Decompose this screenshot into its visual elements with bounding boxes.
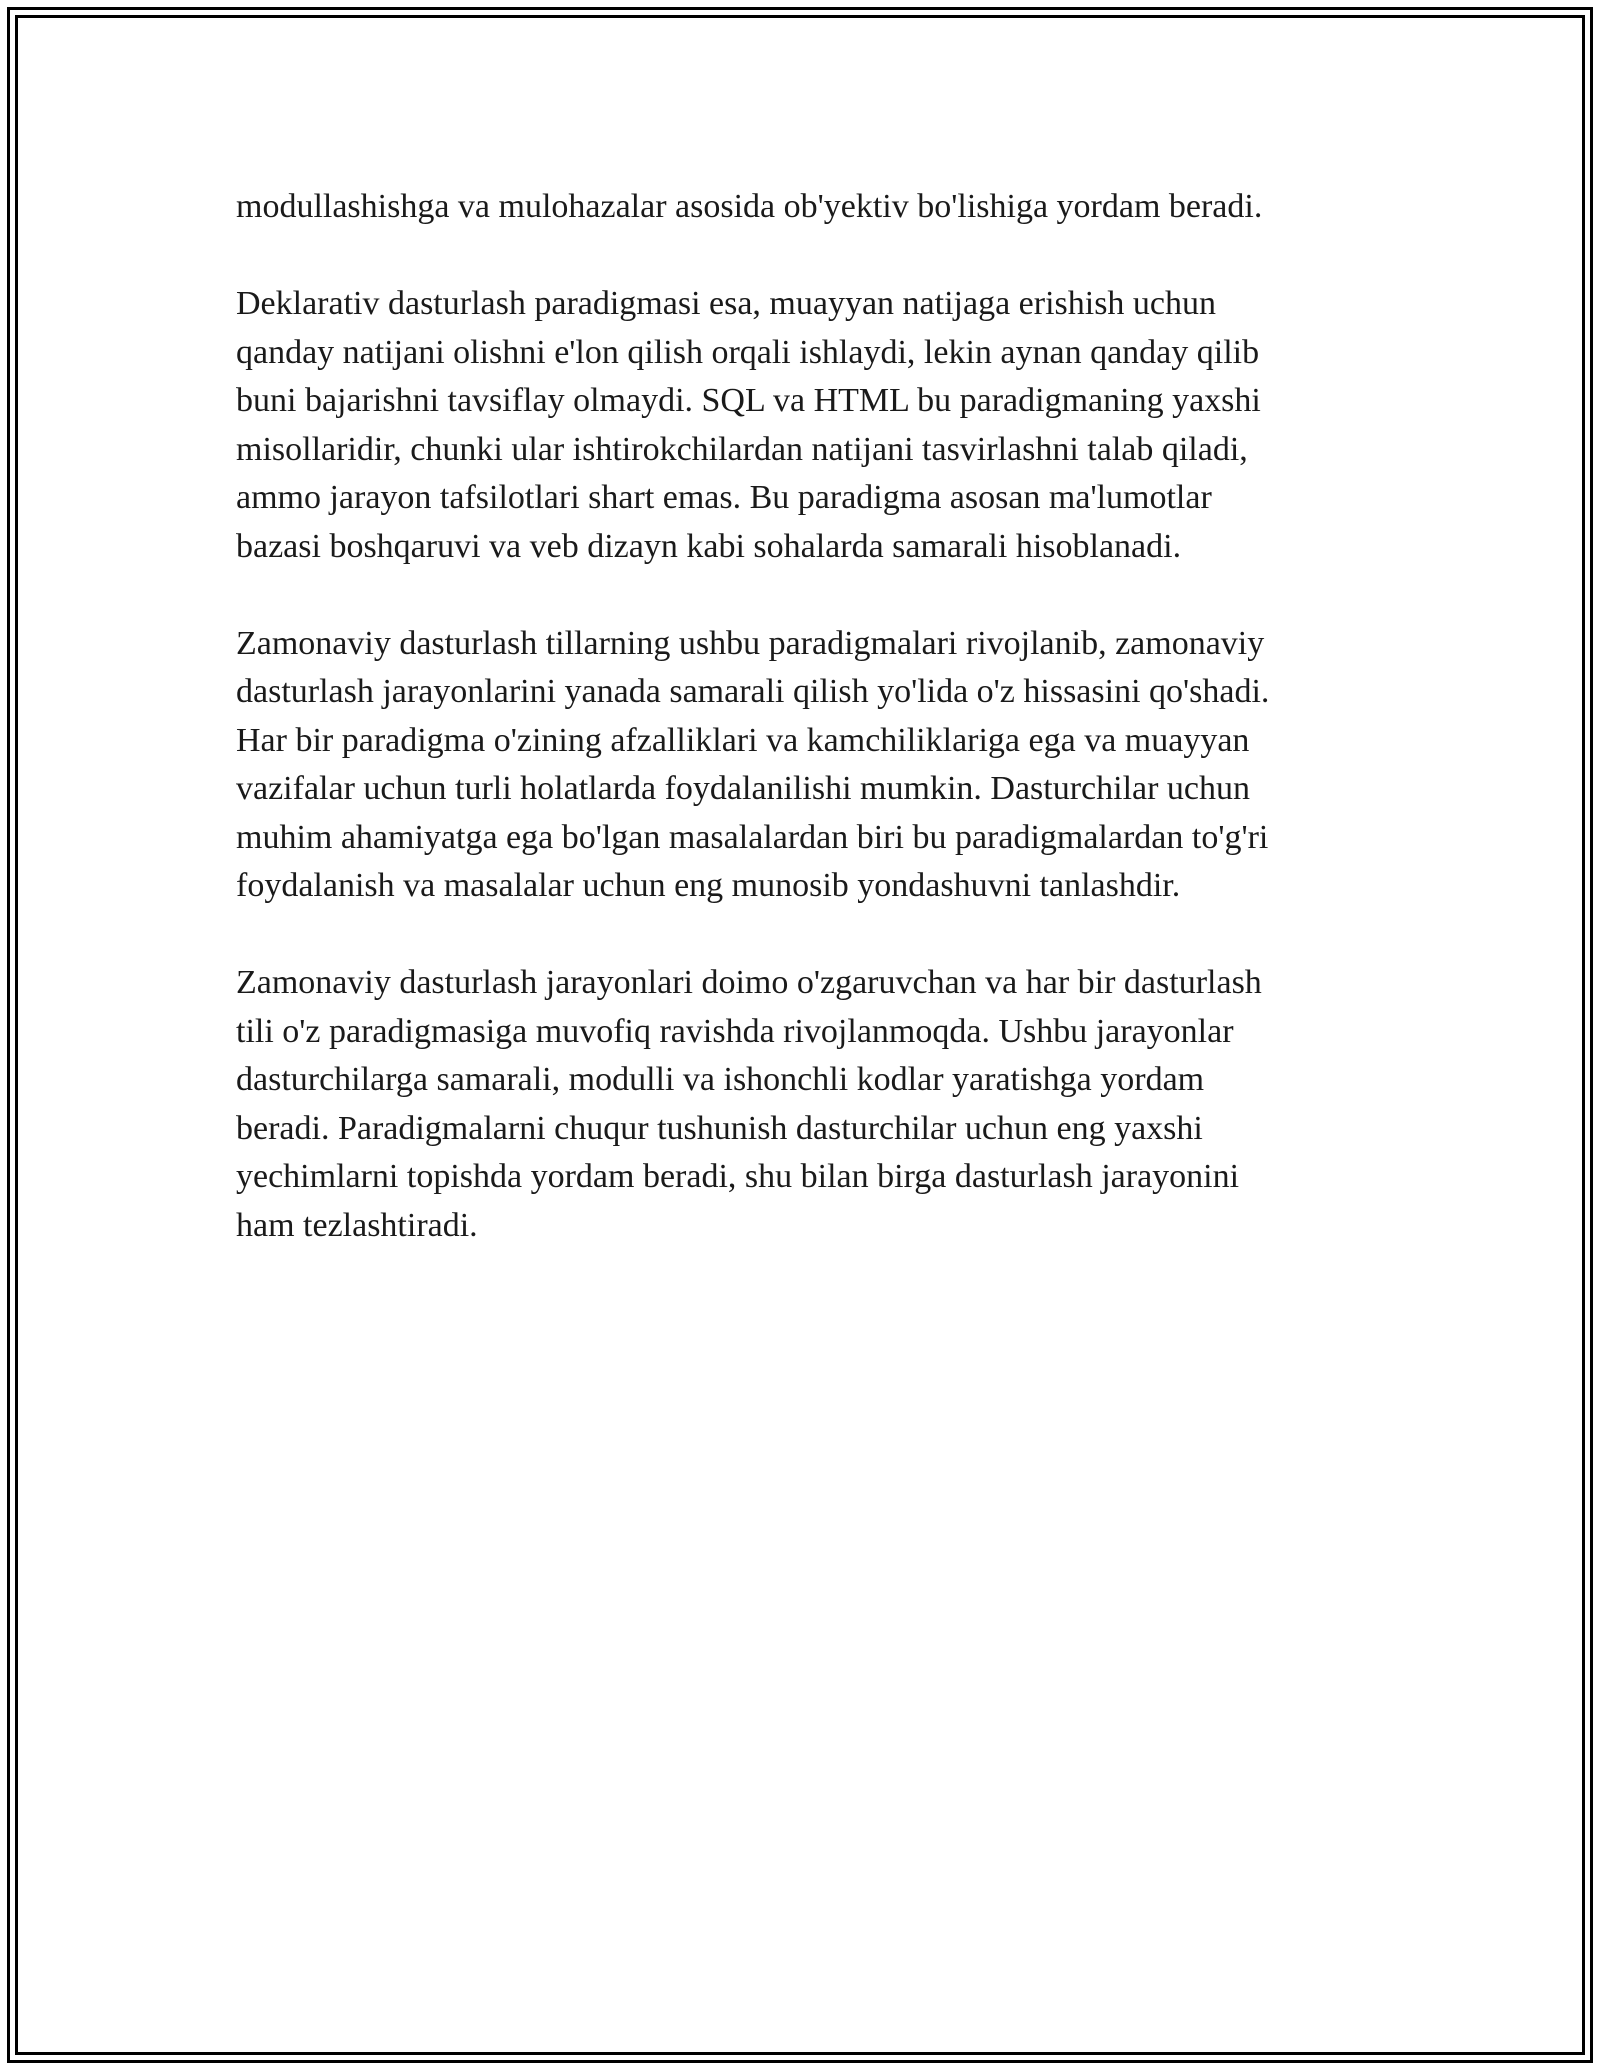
- paragraph-2: Deklarativ dasturlash paradigmasi esa, muayyan natijaga erishish uchun qanday natijani olishni e'lon qilish orqali ishlaydi, lekin aynan qanday qilib buni bajarishni tavsiflay olmaydi. SQL va HTML bu paradigmaning yaxshi misollaridir, chunki ular ishtirokchilardan natijani tasvirlashni talab qiladi, ammo jarayon tafsilotlari shart emas. Bu paradigma asosan ma'lumotlar bazasi boshqaruvi va veb dizayn kabi sohalarda samarali hisoblanadi.: [236, 285, 1261, 565]
- paragraph-4: Zamonaviy dasturlash jarayonlari doimo o'zgaruvchan va har bir dasturlash tili o'z paradigmasiga muvofiq ravishda rivojlanmoqda. Ushbu jarayonlar dasturchilarga samarali, modulli va ishonchli kodlar yaratishga yordam beradi. Paradigmalarni chuqur tushunish dasturchilar uchun eng yaxshi yechimlarni topishda yordam beradi, shu bilan birga dasturlash jarayonini ham tezlashtiradi.: [236, 964, 1262, 1244]
- paragraph-1: modullashishga va mulohazalar asosida ob'yektiv bo'lishiga yordam beradi.: [236, 188, 1263, 225]
- paragraph-3: Zamonaviy dasturlash tillarning ushbu paradigmalari rivojlanib, zamonaviy dasturlash jarayonlarini yanada samarali qilish yo'lida o'z hissasini qo'shadi. Har bir paradigma o'zining afzalliklari va kamchiliklariga ega va muayyan vazifalar uchun turli holatlarda foydalanilishi mumkin. Dasturchilar uchun muhim ahamiyatga ega bo'lgan masalalardan biri bu paradigmalardan to'g'ri foydalanish va masalalar uchun eng munosib yondashuvni tanlashdir.: [236, 624, 1270, 904]
- document-body: [236, 183, 1366, 1299]
